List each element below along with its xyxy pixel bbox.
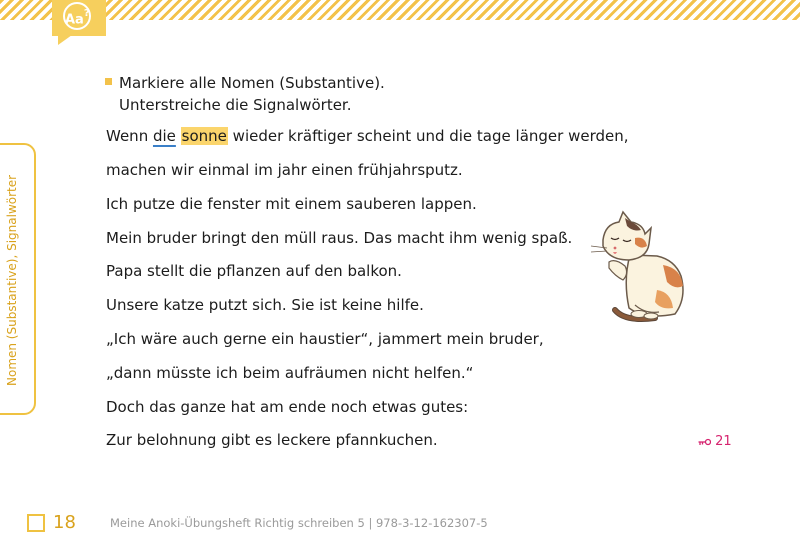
text-fragment — [176, 127, 181, 145]
page-number-box — [27, 514, 45, 532]
text-line: Ich putze die fenster mit einem sauberen lappen. — [106, 195, 477, 213]
text-line: „Ich wäre auch gerne ein haustier“, jammert mein bruder, — [106, 330, 544, 348]
highlighted-noun: sonne — [181, 127, 227, 145]
text-line: „dann müsste ich beim aufräumen nicht helfen.“ — [106, 364, 474, 382]
page-number: 18 — [53, 512, 76, 533]
instructions — [105, 72, 385, 116]
top-stripe — [0, 0, 800, 20]
cat-icon — [585, 210, 695, 325]
text-line: Mein bruder bringt den müll raus. Das macht ihm wenig spaß. — [106, 229, 573, 247]
text-line: Doch das ganze hat am ende noch etwas gutes: — [106, 398, 469, 416]
text-line: Unsere katze putzt sich. Sie ist keine hilfe. — [106, 296, 424, 314]
text-line: Papa stellt die pflanzen auf den balkon. — [106, 262, 402, 280]
text-line: machen wir einmal im jahr einen frühjahrsputz. — [106, 161, 463, 179]
underlined-signal-word: die — [152, 127, 176, 145]
instruction-bullet — [105, 78, 112, 85]
key-icon — [698, 438, 711, 446]
text-fragment: Wenn — [106, 127, 153, 145]
text-fragment: wieder kräftiger scheint und die tage länger werden, — [227, 127, 629, 145]
letters-question-icon: Aa? — [63, 2, 91, 30]
book-info: Meine Anoki-Übungsheft Richtig schreiben 5 | 978-3-12-162307-5 — [110, 516, 488, 530]
topic-badge-tail — [58, 35, 72, 45]
instruction-line: Unterstreiche die Signalwörter. — [119, 96, 352, 114]
text-line — [106, 127, 629, 145]
side-tab-label: Nomen (Substantive), Signalwörter — [5, 174, 19, 386]
text-line: Zur belohnung gibt es leckere pfannkuchen. — [106, 431, 438, 449]
instruction-line: Markiere alle Nomen (Substantive). — [119, 74, 385, 92]
answer-reference — [698, 434, 732, 449]
reference-number: 21 — [715, 434, 732, 449]
